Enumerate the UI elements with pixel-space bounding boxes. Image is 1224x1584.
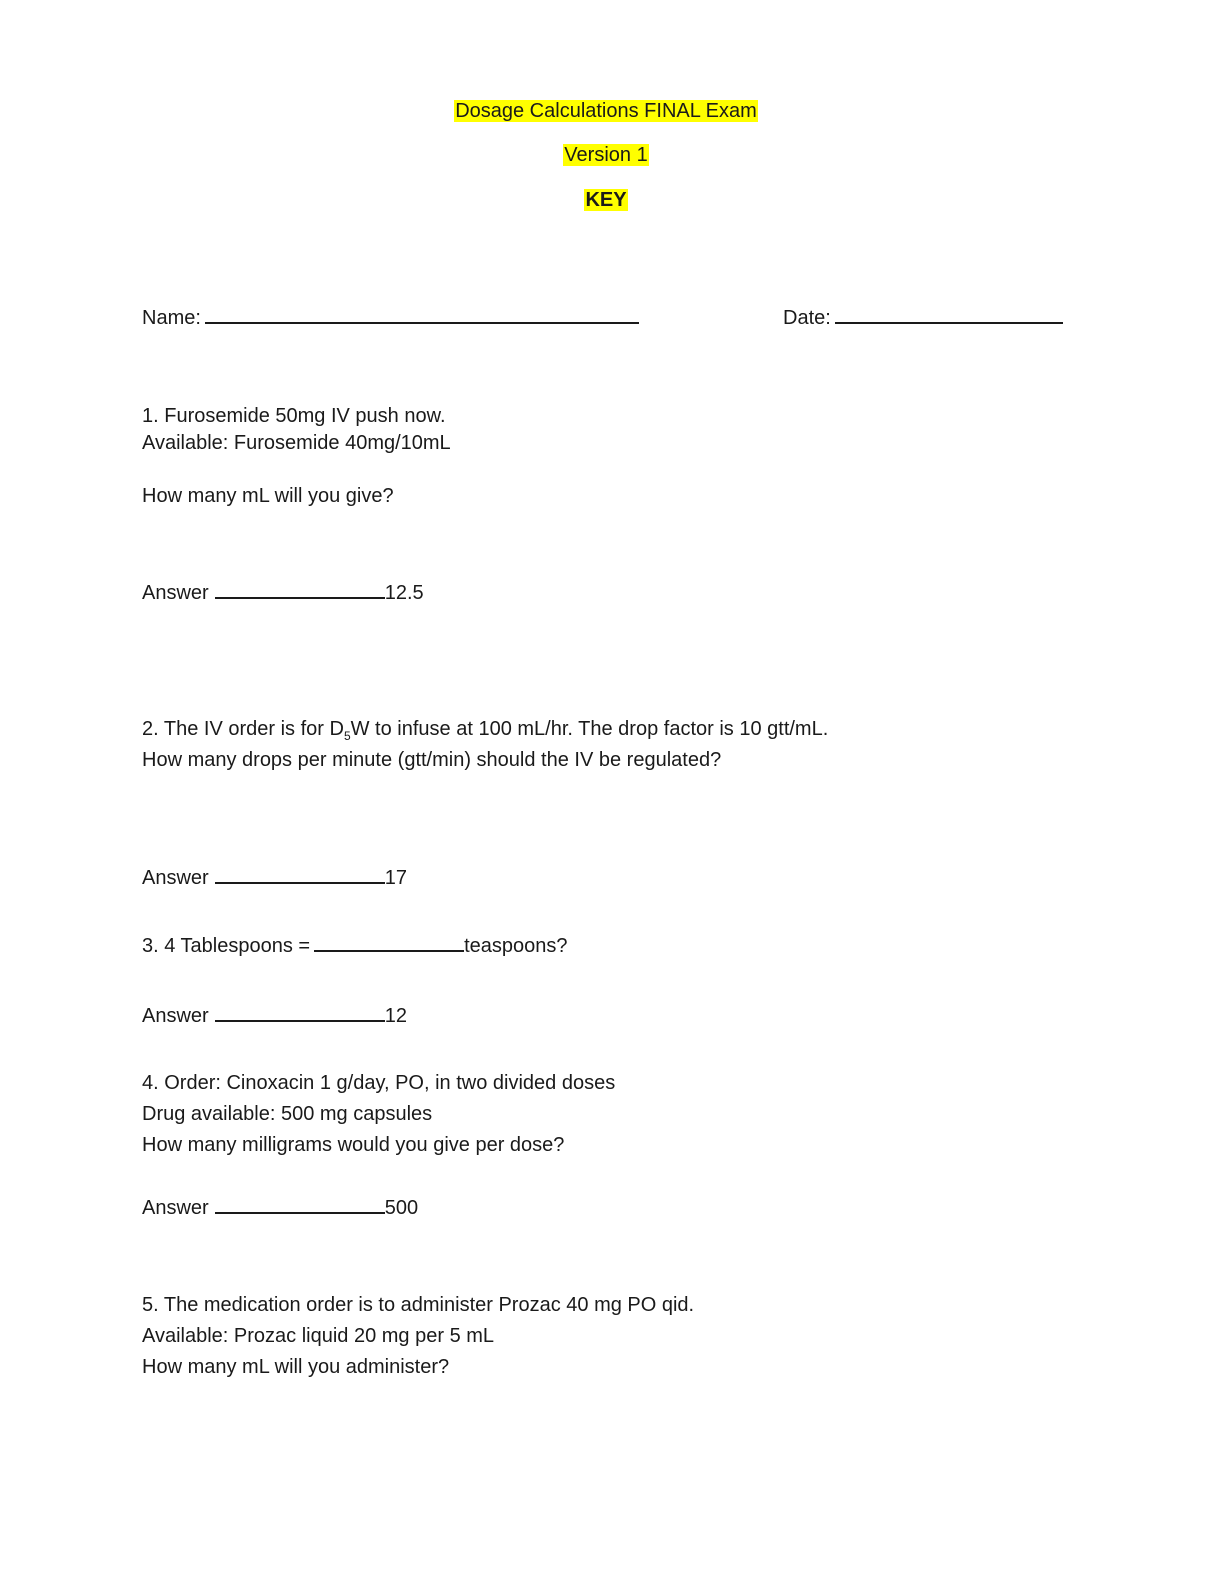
q2-line2: How many drops per minute (gtt/min) should the IV be regulated? <box>142 749 722 771</box>
q3-prefix: 3. 4 Tablespoons = <box>142 935 311 957</box>
exam-key-text: KEY <box>585 189 627 211</box>
q3-answer-row <box>142 1002 407 1028</box>
q3-answer-blank[interactable] <box>215 1002 385 1022</box>
q1-answer-row <box>142 579 424 605</box>
q5-line2: Available: Prozac liquid 20 mg per 5 mL <box>142 1325 495 1347</box>
date-field <box>783 304 1063 330</box>
q5-line3: How many mL will you administer? <box>142 1356 450 1378</box>
name-label: Name: <box>142 307 201 329</box>
q4-answer-label: Answer <box>142 1197 209 1219</box>
exam-version-text: Version 1 <box>564 144 648 166</box>
q3-answer-value: 12 <box>384 1005 407 1027</box>
q2-line1-a: 2. The IV order is for D <box>142 718 344 740</box>
date-label: Date: <box>783 307 831 329</box>
exam-title-text: Dosage Calculations FINAL Exam <box>455 100 757 122</box>
q4-line2: Drug available: 500 mg capsules <box>142 1103 433 1125</box>
q1-line2: Available: Furosemide 40mg/10mL <box>142 432 451 454</box>
q2-answer-blank[interactable] <box>215 864 385 884</box>
q2-line1-b: W to infuse at 100 mL/hr. The drop factor is 10 gtt/mL. <box>350 718 829 740</box>
exam-key <box>0 188 1212 212</box>
q4-line3: How many milligrams would you give per dose? <box>142 1134 565 1156</box>
q4-answer-blank[interactable] <box>215 1194 385 1214</box>
q3-answer-label: Answer <box>142 1005 209 1027</box>
exam-title <box>0 99 1212 123</box>
q1-answer-label: Answer <box>142 582 209 604</box>
name-field <box>142 304 639 330</box>
q2-answer-label: Answer <box>142 867 209 889</box>
q1-line3: How many mL will you give? <box>142 485 394 507</box>
date-blank[interactable] <box>835 304 1063 324</box>
q3-suffix: teaspoons? <box>464 935 568 957</box>
q1-answer-blank[interactable] <box>215 579 385 599</box>
q1-answer-value: 12.5 <box>384 582 424 604</box>
name-blank[interactable] <box>205 304 639 324</box>
q3-line <box>142 932 568 958</box>
q2-answer-value: 17 <box>384 867 407 889</box>
q2-answer-row <box>142 864 407 890</box>
q2-line1 <box>142 717 828 741</box>
q2-line1-subscript: 5 <box>343 729 351 743</box>
q4-line1: 4. Order: Cinoxacin 1 g/day, PO, in two divided doses <box>142 1072 616 1094</box>
q4-answer-value: 500 <box>384 1197 419 1219</box>
q3-inline-blank[interactable] <box>314 932 464 952</box>
exam-version <box>0 143 1212 167</box>
q4-answer-row <box>142 1194 418 1220</box>
q5-line1: 5. The medication order is to administer Prozac 40 mg PO qid. <box>142 1294 695 1316</box>
q1-line1: 1. Furosemide 50mg IV push now. <box>142 405 446 427</box>
